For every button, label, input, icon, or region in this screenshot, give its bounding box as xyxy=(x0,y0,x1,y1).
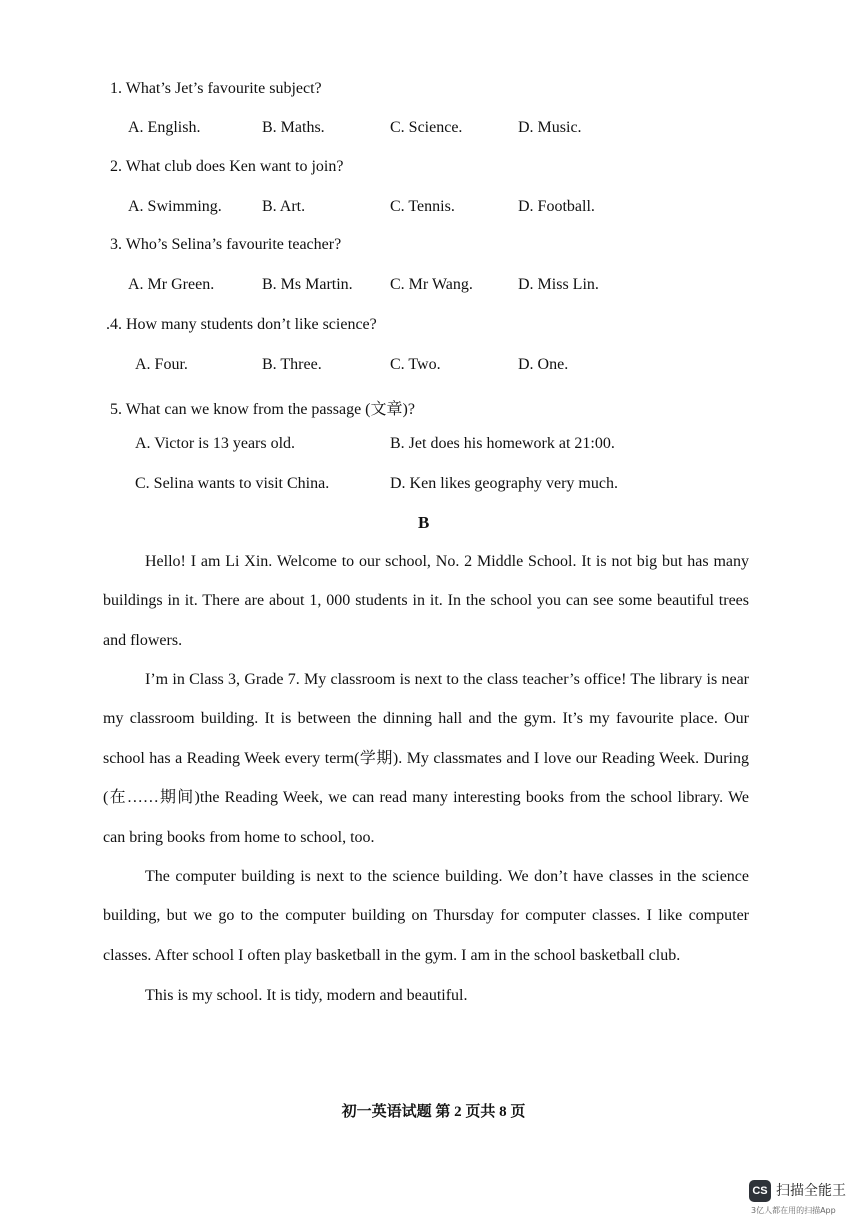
question-5: 5. What can we know from the passage (文章)? xyxy=(110,401,415,418)
watermark-app-name: 扫描全能王 xyxy=(776,1183,846,1199)
q3-option-b: B. Ms Martin. xyxy=(262,276,353,293)
q3-option-a: A. Mr Green. xyxy=(128,276,215,293)
passage-paragraph-1: Hello! I am Li Xin. Welcome to our school, No. 2 Middle School. It is not big but has many buildings in it. There are about 1, 000 students in it. In the school you can see some beautiful trees and flowers. xyxy=(103,553,749,649)
camscanner-logo-icon: CS xyxy=(749,1180,771,1202)
question-4: .4. How many students don’t like science? xyxy=(106,316,377,333)
passage-paragraph-3: The computer building is next to the science building. We don’t have classes in the science building, but we go to the computer building on Thursday for computer classes. I like computer classes. After school I often play basketball in the gym. I am in the school basketball club. xyxy=(103,868,749,964)
q2-option-c: C. Tennis. xyxy=(390,198,455,215)
question-1: 1. What’s Jet’s favourite subject? xyxy=(110,80,322,97)
q2-option-a: A. Swimming. xyxy=(128,198,222,215)
page-footer: 初一英语试题 第 2 页共 8 页 xyxy=(341,1104,526,1120)
q5-option-c: C. Selina wants to visit China. xyxy=(135,475,330,492)
q1-option-c: C. Science. xyxy=(390,119,463,136)
q2-option-b: B. Art. xyxy=(262,198,306,215)
q4-option-c: C. Two. xyxy=(390,356,441,373)
question-3: 3. Who’s Selina’s favourite teacher? xyxy=(110,236,342,253)
q5-option-b: B. Jet does his homework at 21:00. xyxy=(390,435,615,452)
q4-option-a: A. Four. xyxy=(135,356,188,373)
watermark-tagline: 3亿人都在用的扫描App xyxy=(751,1206,836,1215)
q5-option-a: A. Victor is 13 years old. xyxy=(135,435,296,452)
passage-paragraph-2: I’m in Class 3, Grade 7. My classroom is next to the class teacher’s office! The library is near my classroom building. It is between the dinning hall and the gym. It’s my favourite place. Our school has a Reading Week every term(学期). My classmates and I love our Reading Week. During (在……期间)the Reading Week, we can read many interesting books from the school library. We can bring books from home to school, too. xyxy=(103,671,749,846)
question-2: 2. What club does Ken want to join? xyxy=(110,158,344,175)
section-heading-b: B xyxy=(418,513,430,532)
q1-option-a: A. English. xyxy=(128,119,201,136)
q3-option-d: D. Miss Lin. xyxy=(518,276,599,293)
scanner-watermark xyxy=(749,1180,859,1220)
q5-option-d: D. Ken likes geography very much. xyxy=(390,475,618,492)
passage-paragraph-4: This is my school. It is tidy, modern and beautiful. xyxy=(145,987,468,1004)
q3-option-c: C. Mr Wang. xyxy=(390,276,473,293)
q4-option-d: D. One. xyxy=(518,356,569,373)
q4-option-b: B. Three. xyxy=(262,356,322,373)
q1-option-b: B. Maths. xyxy=(262,119,325,136)
q2-option-d: D. Football. xyxy=(518,198,595,215)
q1-option-d: D. Music. xyxy=(518,119,582,136)
